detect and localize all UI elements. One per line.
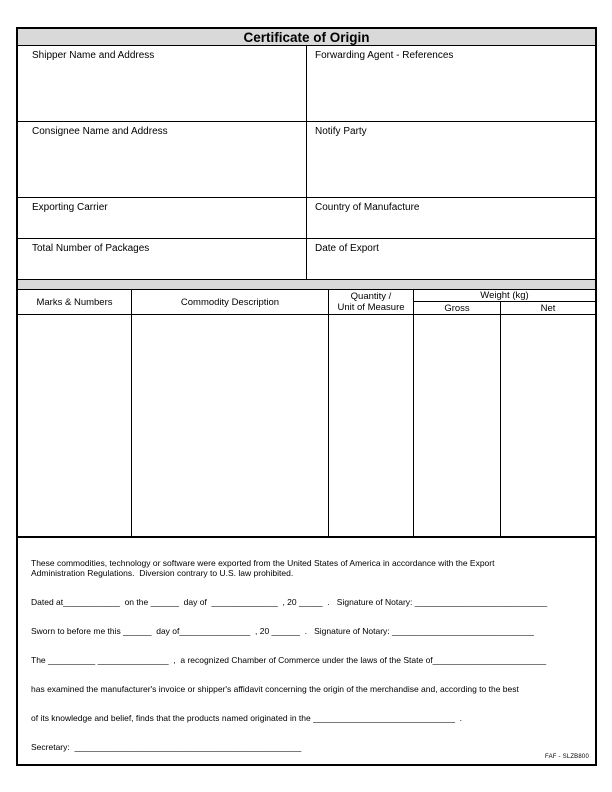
country-of-manufacture-field[interactable] bbox=[307, 198, 595, 239]
shipper-field[interactable] bbox=[18, 46, 307, 122]
gross-weight-input-area[interactable] bbox=[414, 315, 501, 536]
sworn-before-line: Sworn to before me this ______ day of_______________ , 20 ______ . Signature of Notary: ______________________________ bbox=[31, 626, 534, 636]
export-compliance-paragraph bbox=[31, 558, 582, 578]
compliance-text-line2: Administration Regulations. Diversion contrary to U.S. law prohibited. bbox=[31, 568, 294, 578]
gross-column-header bbox=[414, 302, 501, 314]
net-weight-input-area[interactable] bbox=[501, 315, 595, 536]
weight-column-label: Weight (kg) bbox=[480, 290, 529, 301]
compliance-text-line1: These commodities, technology or software were exported from the United States of America in accordance with the Export bbox=[31, 558, 495, 568]
net-column-header bbox=[501, 302, 595, 314]
section-divider-bar bbox=[18, 280, 595, 290]
commodity-column-header bbox=[132, 290, 329, 314]
certificate-form bbox=[16, 27, 597, 766]
commodity-input-area[interactable] bbox=[132, 315, 329, 536]
quantity-label-line1: Quantity / bbox=[350, 291, 392, 302]
marks-column-label: Marks & Numbers bbox=[36, 296, 113, 308]
exporting-carrier-field[interactable] bbox=[18, 198, 307, 239]
secretary-signature-line: Secretary: ________________________________________________ bbox=[31, 742, 302, 752]
form-title-bar bbox=[18, 29, 595, 46]
origin-finding-line: of its knowledge and belief, finds that the products named originated in the ______________________________ . bbox=[31, 713, 463, 723]
weight-subheader-row bbox=[414, 302, 595, 314]
forwarding-agent-field[interactable] bbox=[307, 46, 595, 122]
total-packages-field[interactable] bbox=[18, 239, 307, 280]
consignee-field[interactable] bbox=[18, 122, 307, 198]
examined-invoice-line: has examined the manufacturer's invoice or shipper's affidavit concerning the origin of the merchandise and, according to the best bbox=[31, 684, 519, 694]
gross-column-label: Gross bbox=[444, 302, 470, 314]
weight-column-header bbox=[414, 290, 595, 302]
weight-column-group bbox=[414, 290, 595, 314]
forwarding-agent-label: Forwarding Agent - References bbox=[315, 50, 454, 61]
commodity-column-label: Commodity Description bbox=[180, 296, 280, 308]
form-title: Certificate of Origin bbox=[243, 29, 370, 45]
chamber-of-commerce-line: The __________ _______________ , a recognized Chamber of Commerce under the laws of the State of________________________ bbox=[31, 655, 547, 665]
certification-section bbox=[18, 536, 595, 764]
total-packages-label: Total Number of Packages bbox=[32, 243, 150, 254]
notify-party-field[interactable] bbox=[307, 122, 595, 198]
commodity-table-header bbox=[18, 290, 595, 315]
net-column-label: Net bbox=[540, 302, 556, 314]
marks-column-header bbox=[18, 290, 132, 314]
dated-at-line: Dated at____________ on the ______ day of ______________ , 20 _____ . Signature of Notary: ____________________________ bbox=[31, 597, 548, 607]
notify-party-label: Notify Party bbox=[315, 126, 367, 137]
commodity-table-body bbox=[18, 315, 595, 536]
date-of-export-label: Date of Export bbox=[315, 243, 379, 254]
country-of-manufacture-label: Country of Manufacture bbox=[315, 202, 420, 213]
exporting-carrier-label: Exporting Carrier bbox=[32, 202, 108, 213]
consignee-label: Consignee Name and Address bbox=[32, 126, 168, 137]
quantity-input-area[interactable] bbox=[329, 315, 414, 536]
shipment-info-grid bbox=[18, 46, 595, 280]
quantity-label-line2: Unit of Measure bbox=[337, 302, 405, 313]
shipper-label: Shipper Name and Address bbox=[32, 50, 155, 61]
date-of-export-field[interactable] bbox=[307, 239, 595, 280]
form-code: FAF - SLZB800 bbox=[545, 754, 589, 760]
marks-input-area[interactable] bbox=[18, 315, 132, 536]
quantity-column-header bbox=[329, 290, 414, 314]
